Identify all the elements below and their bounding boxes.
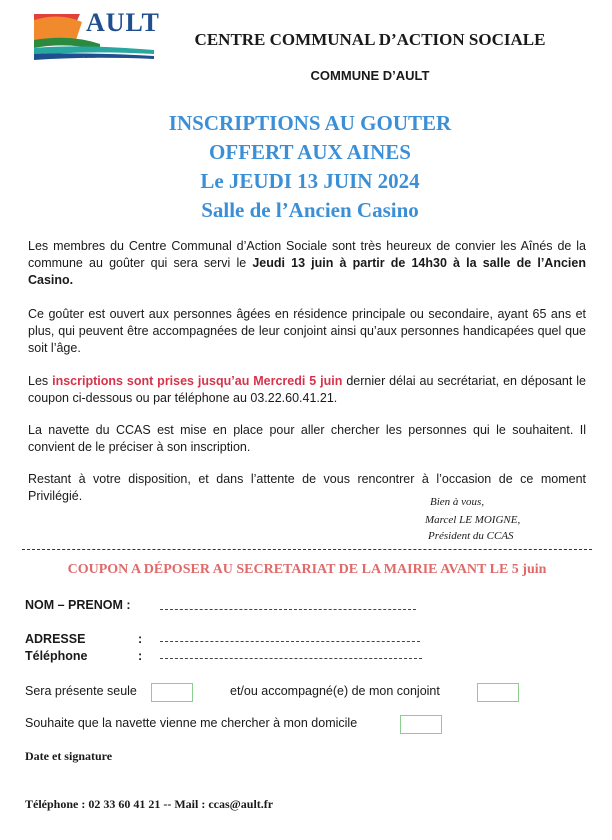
coupon-heading: COUPON A DÉPOSER AU SECRETARIAT DE LA MAIRIE AVANT LE 5 juin xyxy=(67,562,547,577)
signature-role: Président du CCAS xyxy=(428,530,514,542)
phone-label: Téléphone xyxy=(25,649,88,663)
logo-wordmark: AULT xyxy=(86,8,160,37)
event-title-line-1: INSCRIPTIONS AU GOUTER xyxy=(168,111,452,135)
paragraph-eligibility: Ce goûter est ouvert aux personnes âgées en résidence principale ou secondaire, ayant 65 ans et plus, qui peuvent être accompagnées de leur conjoint ainsi qu’aux personnes handicapées quel que soit l’âge. xyxy=(28,307,586,355)
logo-tagline: Onival - Bois de Cise xyxy=(40,54,97,60)
address-field[interactable] xyxy=(160,641,420,642)
name-label: NOM – PRENOM : xyxy=(25,598,131,612)
footer-contact: Téléphone : 02 33 60 41 21 -- Mail : ccas@ault.fr xyxy=(25,797,274,811)
alone-checkbox[interactable] xyxy=(151,683,193,702)
shuttle-checkbox[interactable] xyxy=(400,715,442,734)
address-colon: : xyxy=(138,632,143,646)
cut-line xyxy=(22,549,592,550)
spouse-checkbox[interactable] xyxy=(477,683,519,702)
registration-text-start: Les xyxy=(28,374,53,388)
paragraph-shuttle: La navette du CCAS est mise en place pour aller chercher les personnes qui le souhaitent. Il convient de le préciser à son inscription. xyxy=(28,423,586,454)
phone-field[interactable] xyxy=(160,658,422,659)
event-venue: Salle de l’Ancien Casino xyxy=(201,198,419,222)
name-field[interactable] xyxy=(160,609,416,610)
paragraph-registration xyxy=(28,373,586,407)
invitation-date-highlight: Jeudi 13 juin à partir de 14h30 à la salle de l’Ancien Casino. xyxy=(28,256,586,287)
invitation-text: Les membres du Centre Communal d’Action Sociale sont très heureux de convier les Aînés de la commune au goûter qui sera servi le xyxy=(28,239,586,270)
date-signature-label: Date et signature xyxy=(25,749,113,763)
organization-title: CENTRE COMMUNAL D’ACTION SOCIALE xyxy=(194,30,546,49)
commune-title: COMMUNE D’AULT xyxy=(310,68,430,83)
event-date: Le JEUDI 13 JUIN 2024 xyxy=(200,169,420,193)
phone-colon: : xyxy=(138,649,143,663)
registration-deadline: inscriptions sont prises jusqu’au Mercredi 5 juin xyxy=(52,374,343,388)
signature-greeting: Bien à vous, xyxy=(430,496,485,508)
event-title-line-2: OFFERT AUX AINES xyxy=(209,140,411,164)
paragraph-invitation xyxy=(28,238,586,289)
signature-name: Marcel LE MOIGNE, xyxy=(425,514,521,526)
paragraph-closing: Restant à votre disposition, et dans l’attente de vous rencontrer à l’occasion de ce moment Privilégié. xyxy=(28,472,586,503)
spouse-option-label: et/ou accompagné(e) de mon conjoint xyxy=(230,684,440,698)
registration-text-end: dernier délai au secrétariat, en déposant le coupon ci-dessous ou par téléphone au 03.22.60.41.21. xyxy=(28,374,587,405)
alone-option-label: Sera présente seule xyxy=(25,684,137,698)
address-label: ADRESSE xyxy=(25,632,86,646)
shuttle-option-label: Souhaite que la navette vienne me chercher à mon domicile xyxy=(25,716,358,730)
